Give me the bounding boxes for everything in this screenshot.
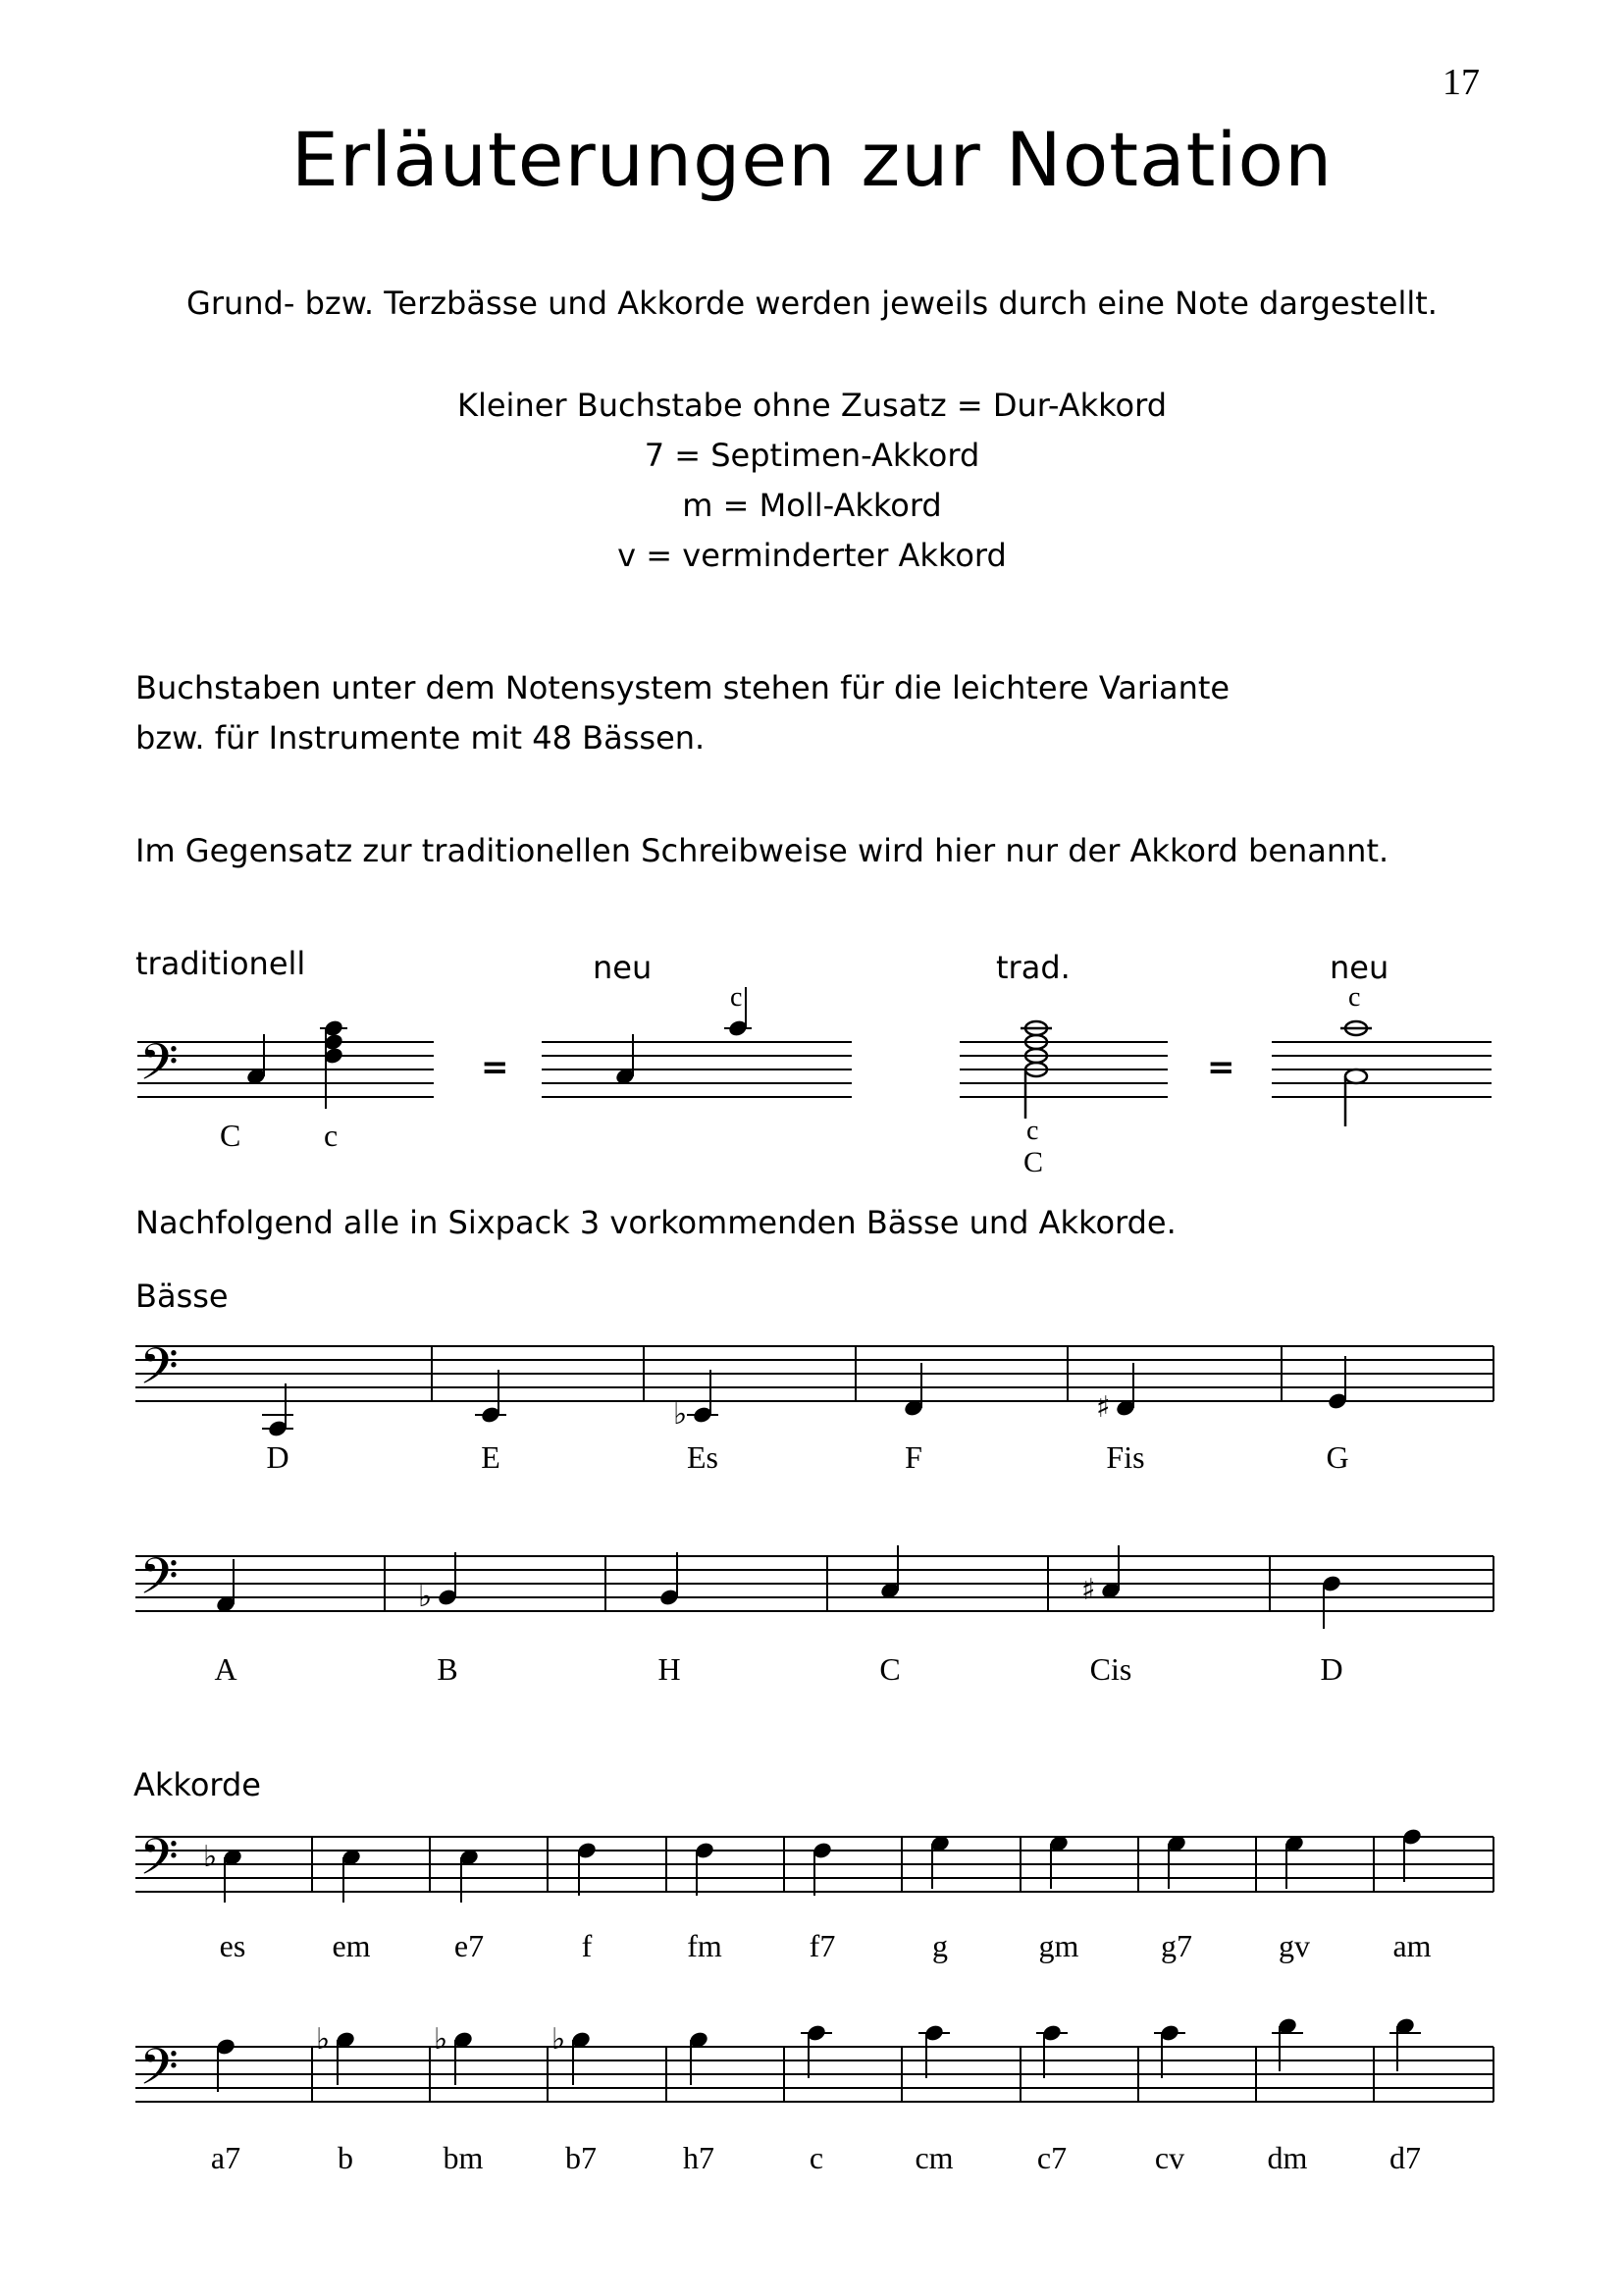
paragraph-gegensatz: Im Gegensatz zur traditionellen Schreibweise wird hier nur der Akkord benannt. xyxy=(135,832,1389,869)
bass-clef-icon: 𝄢 xyxy=(139,1336,179,1408)
legend-line: m = Moll-Akkord xyxy=(682,487,942,524)
staff-akkorde-row2 xyxy=(135,2016,1493,2175)
note xyxy=(215,2037,236,2092)
staff-example-neu xyxy=(542,1042,852,1097)
note-label: G xyxy=(1326,1439,1349,1475)
chord-note xyxy=(320,1018,347,1109)
note xyxy=(812,1841,833,1896)
flat-icon: ♭ xyxy=(673,1397,688,1432)
bass-clef-icon: 𝄢 xyxy=(139,2037,179,2109)
staff-akkorde-row1 xyxy=(135,1827,1493,1963)
note xyxy=(1036,2023,1068,2078)
chord-label: c xyxy=(324,1118,339,1153)
note-label: b xyxy=(338,2140,353,2175)
note-label: cv xyxy=(1154,2140,1185,2175)
bass-label: C xyxy=(220,1118,241,1153)
note-label: e7 xyxy=(453,1928,485,1963)
note-label: gm xyxy=(1038,1928,1079,1963)
legend-line: 7 = Septimen-Akkord xyxy=(644,437,980,474)
page-number: 17 xyxy=(1442,62,1480,103)
note xyxy=(551,2022,592,2085)
note xyxy=(1401,1827,1423,1882)
paragraph-line: bzw. für Instrumente mit 48 Bässen. xyxy=(135,719,706,756)
label-neu: neu xyxy=(593,949,653,986)
staff-example-traditionell xyxy=(137,1042,434,1097)
note xyxy=(576,1841,598,1896)
sharp-icon: ♯ xyxy=(1081,1573,1096,1607)
sharp-icon: ♯ xyxy=(1096,1390,1111,1425)
flat-icon: ♭ xyxy=(316,2022,331,2057)
note-label: bm xyxy=(443,2140,484,2175)
note xyxy=(1389,2016,1421,2071)
note xyxy=(903,1363,924,1418)
note xyxy=(688,2030,709,2085)
note xyxy=(434,2022,474,2085)
note xyxy=(879,1545,901,1600)
staff-example-neu2 xyxy=(1272,1042,1492,1097)
note-label: h7 xyxy=(683,2140,714,2175)
legend-line: Kleiner Buchstabe ohne Zusatz = Dur-Akkord xyxy=(456,387,1167,424)
equals-sign: = xyxy=(1207,1048,1235,1087)
note-label: Fis xyxy=(1106,1439,1145,1475)
heading-akkorde: Akkorde xyxy=(133,1766,261,1803)
note xyxy=(215,1559,236,1614)
chord-label: c xyxy=(1026,1116,1039,1146)
note xyxy=(1321,1574,1342,1629)
note-label: H xyxy=(657,1651,681,1687)
staff-basse-row1 xyxy=(135,1336,1493,1475)
equals-sign: = xyxy=(481,1048,509,1087)
note-label: D xyxy=(1320,1651,1343,1687)
bass-clef-icon: 𝄢 xyxy=(139,1546,179,1618)
flat-icon: ♭ xyxy=(418,1580,433,1614)
note xyxy=(1048,1834,1070,1889)
note-label: cm xyxy=(915,2140,954,2175)
note-label: C xyxy=(879,1651,901,1687)
flat-icon: ♭ xyxy=(434,2022,448,2057)
note xyxy=(658,1552,680,1607)
note-label: dm xyxy=(1267,2140,1308,2175)
staff-basse-row2 xyxy=(135,1545,1493,1687)
note-label: em xyxy=(332,1928,371,1963)
bass-clef-icon: 𝄢 xyxy=(139,1827,179,1899)
paragraph-line: Buchstaben unter dem Notensystem stehen für die leichtere Variante xyxy=(135,669,1231,706)
page-title: Erläuterungen zur Notation xyxy=(290,116,1334,203)
note-label: fm xyxy=(687,1928,722,1963)
note-label: A xyxy=(214,1651,237,1687)
chord-label: c xyxy=(730,982,743,1013)
paragraph-nachfolgend: Nachfolgend alle in Sixpack 3 vorkommenden Bässe und Akkorde. xyxy=(135,1204,1177,1241)
note xyxy=(475,1370,506,1425)
heading-basse: Bässe xyxy=(135,1278,229,1315)
half-notes xyxy=(1340,1021,1372,1126)
note-label: a7 xyxy=(210,2140,241,2175)
label-neu: neu xyxy=(1330,949,1389,986)
intro-text: Grund- bzw. Terzbässe und Akkorde werden jeweils durch eine Note dargestellt. xyxy=(186,285,1438,322)
note xyxy=(1096,1363,1136,1425)
staff-example-trad xyxy=(960,1042,1168,1097)
note xyxy=(1327,1356,1348,1411)
note xyxy=(918,2023,950,2078)
note xyxy=(929,1834,951,1889)
note-label: f7 xyxy=(809,1928,836,1963)
note-label: Es xyxy=(687,1439,718,1475)
note-label: B xyxy=(437,1651,458,1687)
note xyxy=(262,1383,293,1438)
note-label: g xyxy=(932,1928,948,1963)
note-label: am xyxy=(1392,1928,1432,1963)
flat-icon: ♭ xyxy=(203,1840,218,1874)
note-label: f xyxy=(581,1928,593,1963)
chord-label: c xyxy=(1348,982,1361,1013)
note-label: c xyxy=(809,2140,824,2175)
note xyxy=(1166,1834,1187,1889)
note xyxy=(1272,2016,1303,2071)
note-label: es xyxy=(219,1928,246,1963)
note xyxy=(341,1848,362,1903)
bass-clef-icon: 𝄢 xyxy=(139,1032,179,1104)
note-label: d7 xyxy=(1389,2140,1421,2175)
note-label: D xyxy=(266,1439,289,1475)
note-label: E xyxy=(481,1439,500,1475)
note-label: Cis xyxy=(1089,1651,1132,1687)
legend-line: v = verminderter Akkord xyxy=(617,537,1007,574)
note xyxy=(801,2023,832,2078)
note-label: F xyxy=(905,1439,922,1475)
note-label: g7 xyxy=(1161,1928,1192,1963)
note xyxy=(1283,1834,1305,1889)
note-label: b7 xyxy=(565,2140,597,2175)
bass-label: C xyxy=(1023,1146,1044,1178)
note-label: gv xyxy=(1279,1928,1310,1963)
flat-icon: ♭ xyxy=(551,2022,566,2057)
note xyxy=(203,1840,243,1903)
note-label: c7 xyxy=(1036,2140,1068,2175)
label-traditionell: traditionell xyxy=(135,945,306,982)
note xyxy=(458,1848,480,1903)
note xyxy=(316,2022,356,2085)
label-trad: trad. xyxy=(996,949,1071,986)
note xyxy=(694,1841,715,1896)
note xyxy=(1154,2023,1185,2078)
